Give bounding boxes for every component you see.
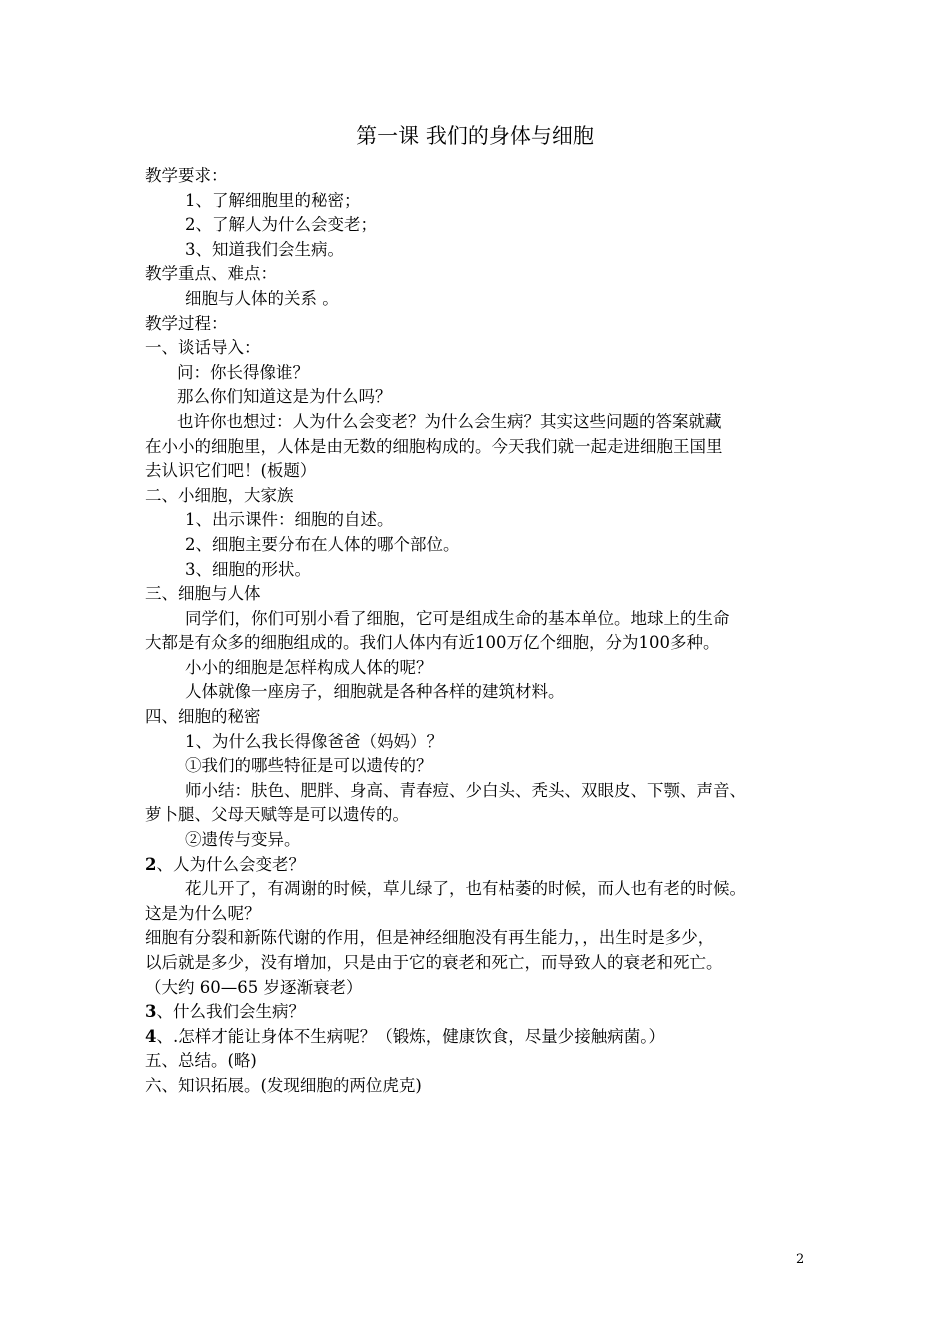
line-text: 3、知道我们会生病。 [185,239,344,259]
line-text: 问：你长得像谁？ [177,362,309,382]
text-line [145,336,815,361]
text-line [145,1000,815,1025]
line-text: 那么你们知道这是为什么吗？ [177,387,392,407]
line-text: ①我们的哪些特征是可以遗传的？ [185,756,433,776]
line-text: 、人为什么会变老？ [156,854,305,874]
line-text: 1、出示课件：细胞的自述。 [185,510,394,530]
text-line [145,976,815,1001]
text-line [145,902,815,927]
text-line [145,680,815,705]
line-text: 二、小细胞，大家族 [145,485,294,505]
section-number: 2 [145,854,157,874]
text-line [145,361,815,386]
text-line [145,730,815,755]
line-text: 同学们，你们可别小看了细胞，它可是组成生命的基本单位。地球上的生命 [185,608,730,628]
line-text: 小小的细胞是怎样构成人体的呢？ [185,657,433,677]
text-line [145,508,815,533]
line-text: ②遗传与变异。 [185,830,301,850]
text-line [145,484,815,509]
text-line [145,1049,815,1074]
line-text: 以后就是多少，没有增加，只是由于它的衰老和死亡，而导致人的衰老和死亡。 [145,953,723,972]
document-body [145,164,815,1099]
line-text: 、.怎样才能让身体不生病呢？（锻炼，健康饮食，尽量少接触病菌。） [156,1026,665,1046]
line-text: 五、总结。(略) [145,1051,257,1071]
line-text: 3、细胞的形状。 [185,559,311,579]
text-line [145,1074,815,1099]
line-text: 1、为什么我长得像爸爸（妈妈）？ [185,731,443,751]
line-text: 师小结：肤色、肥胖、身高、青春痘、少白头、秃头、双眼皮、下颚、声音、 [185,780,746,800]
text-line [145,558,815,583]
line-text: 去认识它们吧！(板题） [145,461,317,481]
line-text: 这是为什么呢？ [145,903,261,923]
text-line [145,803,815,828]
text-line [145,164,815,189]
text-line [145,705,815,730]
text-line [145,828,815,853]
text-line [145,262,815,287]
line-text: 2、细胞主要分布在人体的哪个部位。 [185,534,460,554]
text-line [145,631,815,656]
line-text: 、什么我们会生病？ [156,1002,305,1022]
line-text: 细胞有分裂和新陈代谢的作用，但是神经细胞没有再生能力，，出生时是多少， [145,928,715,948]
text-line [145,754,815,779]
text-line [145,410,815,435]
text-line [145,533,815,558]
line-text: 细胞与人体的关系 。 [185,288,339,308]
text-line [145,779,815,804]
line-text: 一、谈话导入： [145,338,261,358]
text-line [145,459,815,484]
text-line [145,877,815,902]
text-line [145,1025,815,1050]
text-line [145,385,815,410]
line-text: 教学过程： [145,313,228,333]
text-line [145,853,815,878]
line-text: 大都是有众多的细胞组成的。我们人体内有近100万亿个细胞，分为100多种。 [145,633,720,653]
line-text: 2、了解人为什么会变老； [185,215,377,235]
text-line [145,287,815,312]
text-line [145,607,815,632]
section-number: 4 [145,1026,157,1046]
text-line [145,656,815,681]
text-line [145,951,815,976]
line-text: 教学要求： [145,166,228,185]
section-number: 3 [145,1002,157,1022]
text-line [145,213,815,238]
page-number: 2 [796,1252,805,1267]
text-line [145,238,815,263]
text-line [145,189,815,214]
line-text: 在小小的细胞里，人体是由无数的细胞构成的。今天我们就一起走进细胞王国里 [145,436,723,456]
page-title: 第一课 我们的身体与细胞 [356,124,594,148]
text-line [145,312,815,337]
line-text: 三、细胞与人体 [145,584,261,604]
line-text: 六、知识拓展。(发现细胞的两位虎克) [145,1075,422,1095]
line-text: 人体就像一座房子，细胞就是各种各样的建筑材料。 [185,682,565,702]
line-text: 四、细胞的秘密 [145,707,261,727]
line-text: 也许你也想过：人为什么会变老？为什么会生病？其实这些问题的答案就藏 [177,411,722,431]
line-text: （大约 60—65 岁逐渐衰老） [145,977,363,997]
line-text: 1、了解细胞里的秘密； [185,190,361,210]
text-line [145,582,815,607]
text-line [145,926,815,951]
line-text: 教学重点、难点： [145,264,277,284]
text-line [145,435,815,460]
line-text: 萝卜腿、父母天赋等是可以遗传的。 [145,805,409,825]
line-text: 花儿开了，有凋谢的时候，草儿绿了，也有枯萎的时候，而人也有老的时候。 [185,879,746,899]
